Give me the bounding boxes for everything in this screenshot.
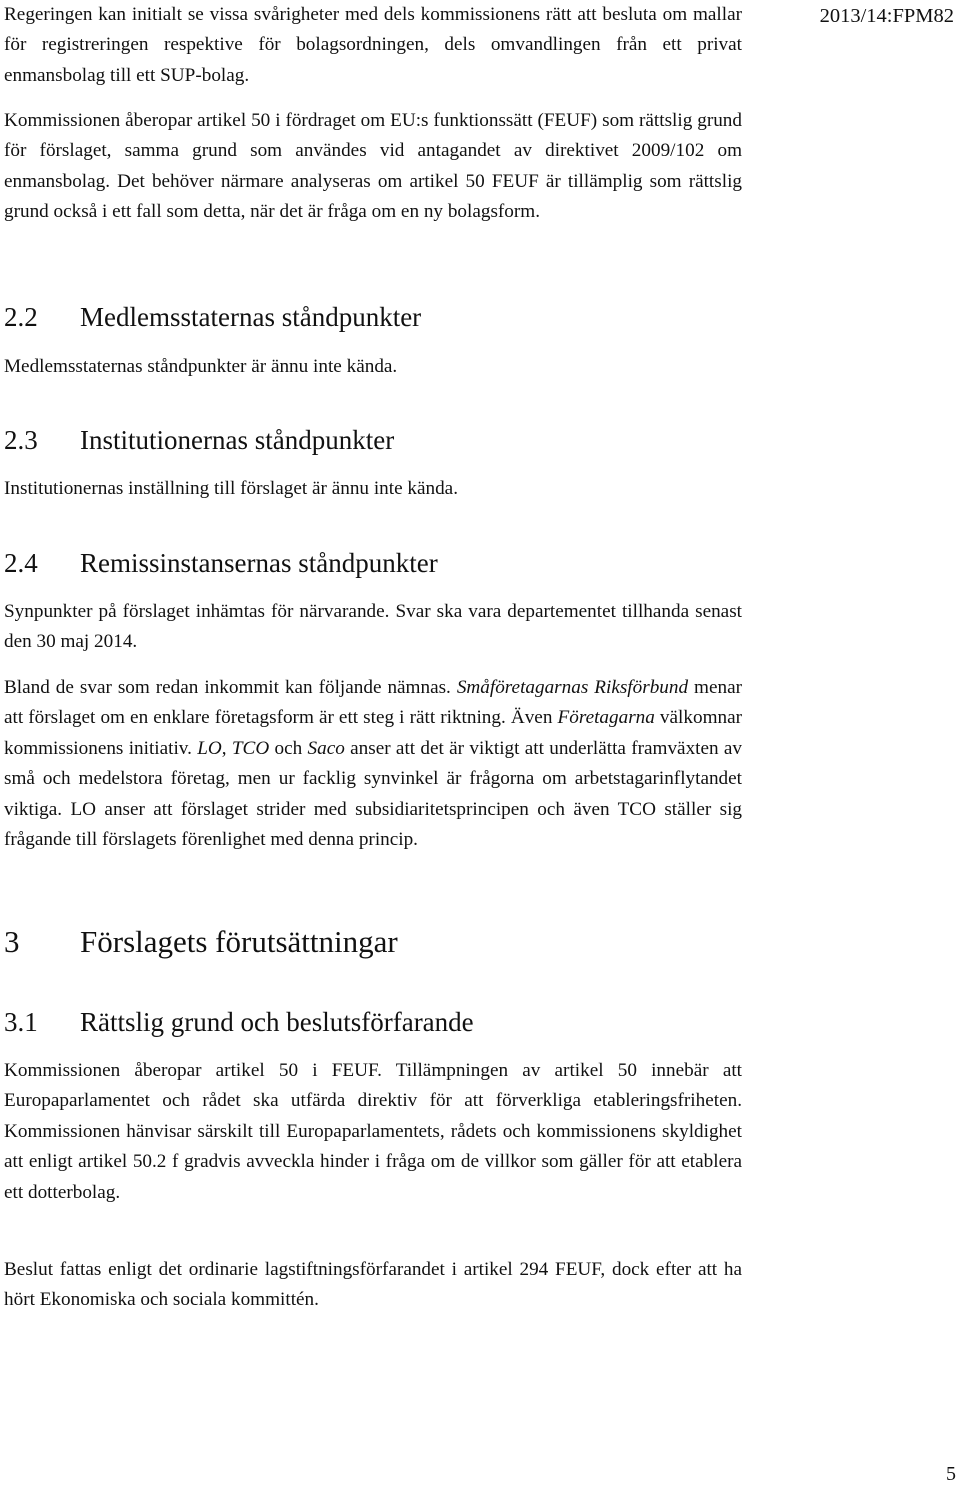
paragraph-text: Regeringen kan initialt se vissa svårigheter med dels kommissionens rätt att besluta om mallar för registreringen respektive för bolagsordningen, dels omvandlingen från ett privat enmansbolag till ett SUP-bolag. (4, 4, 742, 86)
text-run: och (269, 737, 308, 759)
paragraph-text: Institutionernas inställning till förslaget är ännu inte kända. (4, 478, 458, 499)
section-number: 2.4 (4, 548, 38, 578)
section-title: Remissinstansernas ståndpunkter (80, 548, 438, 578)
organisation-name: Saco (307, 737, 345, 759)
document-reference: 2013/14:FPM82 (819, 5, 954, 27)
intro-paragraph-1 (4, 0, 742, 91)
section-heading-3-1 (4, 1005, 474, 1039)
text-run: , (221, 737, 232, 759)
section-title: Förslagets förutsättningar (80, 924, 398, 959)
paragraph-text: Kommissionen åberopar artikel 50 i fördraget om EU:s funktionssätt (FEUF) som rättslig grund för förslaget, samma grund som användes vid antagandet av direktivet 2009/102 om enmansbolag. Det behöver närmare analyseras om artikel 50 FEUF är tillämplig som rättslig grund också i ett fall som detta, när det är fråga om en ny bolagsform. (4, 110, 742, 223)
page-number: 5 (946, 1463, 956, 1485)
organisation-name: Småföretagarnas Riksförbund (456, 677, 689, 698)
section-2-2-body (4, 352, 742, 382)
section-heading-2-3 (4, 423, 394, 457)
section-number: 2.2 (4, 302, 38, 332)
section-title: Rättslig grund och beslutsförfarande (80, 1007, 474, 1037)
text-run: menar att förslaget om en enklare företagsform är ett steg i rätt riktning. Även (4, 677, 742, 729)
section-2-4-paragraph-2 (4, 673, 742, 855)
paragraph-text: Kommissionen åberopar artikel 50 i FEUF. Tillämpningen av artikel 50 innebär att Europaparlamentet och rådet ska utfärda direktiv för att förverkliga etableringsfriheten. Kommissionen hänvisar särskilt till Europaparlamentets, rådets och kommissionens skyldighet att enligt artikel 50.2 f gradvis avveckla hinder i fråga om de villkor som gäller för att etablera ett dotterbolag. (4, 1060, 742, 1203)
section-heading-2-2 (4, 300, 421, 334)
text-run: anser att det är viktigt att underlätta framväxten av små och medelstora företag, men ur facklig synvinkel är frågorna om arbetstagarinflytandet viktiga. LO anser att förslaget strider med subsidiaritetsprincipen och även TCO ställer sig frågande till förslagets förenlighet med denna princip. (4, 737, 743, 851)
section-number: 2.3 (4, 425, 38, 455)
section-title: Medlemsstaternas ståndpunkter (80, 302, 422, 332)
section-2-4-paragraph-1 (4, 597, 742, 658)
paragraph-text: Synpunkter på förslaget inhämtas för närvarande. Svar ska vara departementet tillhanda senast den 30 maj 2014. (4, 601, 742, 653)
chapter-heading-3 (4, 923, 398, 961)
text-run: välkomnar kommissionens initiativ. (4, 707, 742, 759)
section-title: Institutionernas ståndpunkter (80, 425, 395, 455)
section-number: 3 (4, 924, 20, 959)
organisation-name: TCO (231, 737, 270, 759)
section-3-1-paragraph-2 (4, 1255, 742, 1316)
intro-paragraph-2 (4, 106, 742, 228)
section-number: 3.1 (4, 1007, 38, 1037)
section-heading-2-4 (4, 546, 438, 580)
paragraph-text: Medlemsstaternas ståndpunkter är ännu inte kända. (4, 356, 398, 377)
organisation-name: Företagarna (557, 707, 655, 729)
paragraph-text (4, 673, 742, 855)
section-2-3-body (4, 474, 742, 504)
organisation-name: LO (197, 737, 222, 759)
text-run: Bland de svar som redan inkommit kan följande nämnas. (4, 677, 457, 698)
paragraph-text: Beslut fattas enligt det ordinarie lagstiftningsförfarandet i artikel 294 FEUF, dock efter att ha hört Ekonomiska och sociala kommittén. (4, 1259, 742, 1311)
section-3-1-paragraph-1 (4, 1056, 742, 1208)
